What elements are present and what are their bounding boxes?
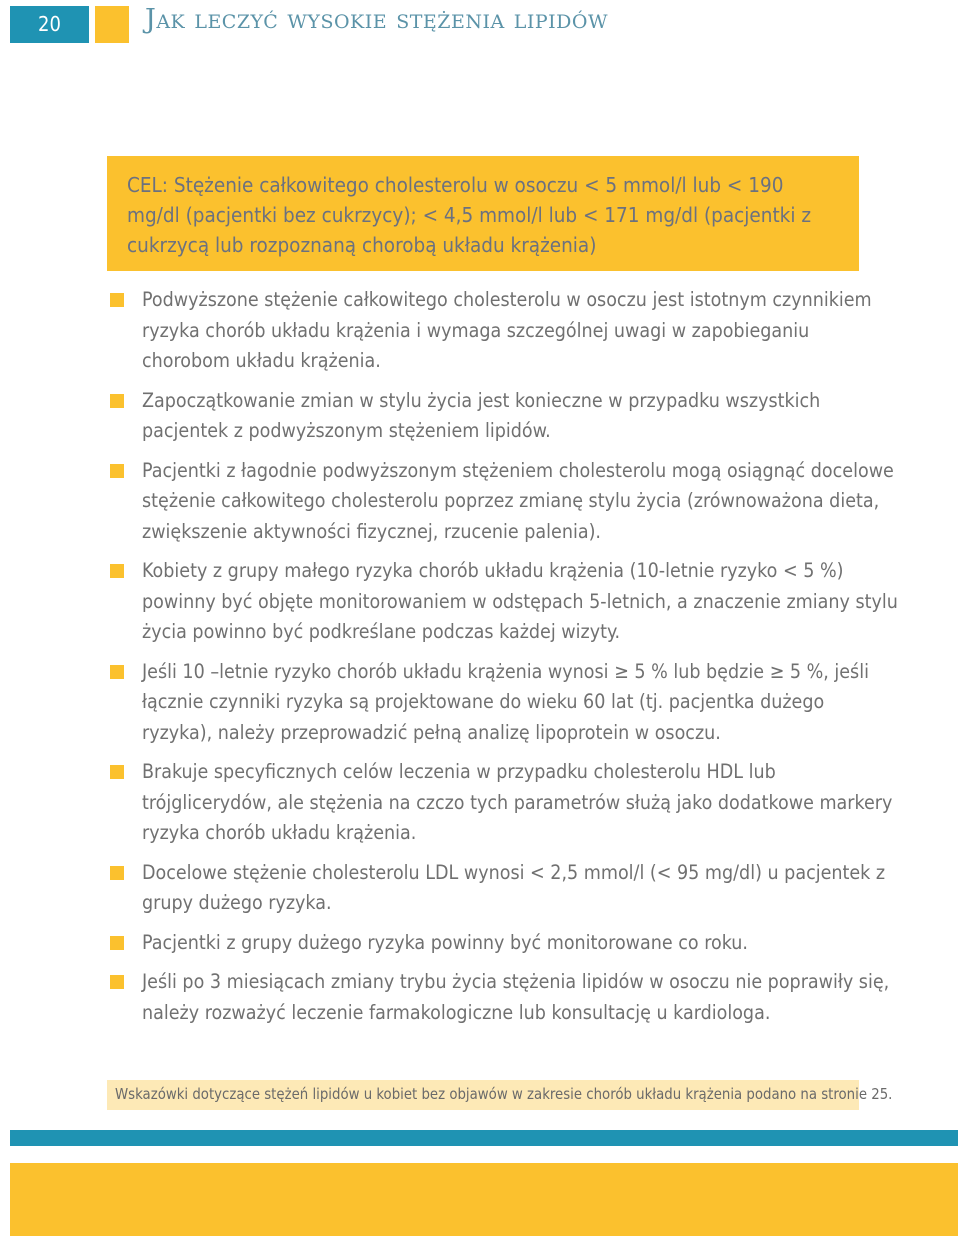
bullet-item (108, 285, 898, 377)
bullet-text: Jeśli po 3 miesiącach zmiany trybu życia stężenia lipidów w osoczu nie poprawiły się, należy rozważyć leczenie farmakologiczne lub konsultację u kardiologa. (142, 970, 890, 1024)
footer-stripe (10, 1130, 958, 1146)
page-number: 20 (10, 6, 89, 43)
square-bullet-icon (110, 394, 124, 408)
bullet-text: Jeśli 10 –letnie ryzyko chorób układu krążenia wynosi ≥ 5 % lub będzie ≥ 5 %, jeśli łącznie czynniki ryzyka są projektowane do wieku 60 lat (tj. pacjentka dużego ryzyka), należy przeprowadzić pełną analizę lipoprotein w osoczu. (142, 659, 869, 744)
header-accent-block (95, 6, 129, 43)
square-bullet-icon (110, 765, 124, 779)
bullet-text: Pacjentki z grupy dużego ryzyka powinny być monitorowane co roku. (142, 930, 748, 954)
reference-note: Wskazówki dotyczące stężeń lipidów u kobiet bez objawów w zakresie chorób układu krążenia podano na stronie 25. (107, 1080, 859, 1110)
footer-band (10, 1163, 958, 1236)
bullet-item (108, 456, 898, 548)
square-bullet-icon (110, 975, 124, 989)
bullet-text: Zapoczątkowanie zmian w stylu życia jest konieczne w przypadku wszystkich pacjentek z podwyższonym stężeniem lipidów. (142, 388, 821, 442)
square-bullet-icon (110, 564, 124, 578)
bullet-item (108, 556, 898, 648)
goal-box (107, 156, 859, 271)
page-title: Jak leczyć wysokie stężenia lipidów (145, 4, 609, 35)
bullet-item (108, 757, 898, 849)
square-bullet-icon (110, 936, 124, 950)
bullet-text: Brakuje specyficznych celów leczenia w przypadku cholesterolu HDL lub trójglicerydów, ale stężenia na czczo tych parametrów służą jako dodatkowe markery ryzyka chorób układu krążenia. (142, 760, 893, 844)
bullet-item (108, 858, 898, 919)
square-bullet-icon (110, 293, 124, 307)
bullet-list (108, 285, 898, 1037)
bullet-text: Kobiety z grupy małego ryzyka chorób układu krążenia (10-letnie ryzyko < 5 %) powinny być objęte monitorowaniem w odstępach 5-letnich, a znaczenie zmiany stylu życia powinno być podkreślane podczas każdej wizyty. (142, 559, 898, 643)
square-bullet-icon (110, 665, 124, 679)
bullet-item (108, 928, 898, 959)
bullet-text: Pacjentki z łagodnie podwyższonym stężeniem cholesterolu mogą osiągnąć docelowe stężenie całkowitego cholesterolu poprzez zmianę stylu życia (zrównoważona dieta, zwiększenie aktywności fizycznej, rzucenie palenia). (142, 458, 894, 543)
goal-text: CEL: Stężenie całkowitego cholesterolu w osoczu < 5 mmol/l lub < 190 mg/dl (pacjentki bez cukrzycy); < 4,5 mmol/l lub < 171 mg/dl (pacjentki z cukrzycą lub rozpoznaną chorobą układu krążenia) (127, 173, 812, 257)
bullet-item (108, 386, 898, 447)
bullet-text: Docelowe stężenie cholesterolu LDL wynosi < 2,5 mmol/l (< 95 mg/dl) u pacjentek z grupy dużego ryzyka. (142, 860, 886, 914)
bullet-item (108, 967, 898, 1028)
bullet-text: Podwyższone stężenie całkowitego cholesterolu w osoczu jest istotnym czynnikiem ryzyka chorób układu krążenia i wymaga szczególnej uwagi w zapobieganiu chorobom układu krążenia. (142, 288, 872, 372)
square-bullet-icon (110, 464, 124, 478)
bullet-item (108, 657, 898, 749)
square-bullet-icon (110, 866, 124, 880)
